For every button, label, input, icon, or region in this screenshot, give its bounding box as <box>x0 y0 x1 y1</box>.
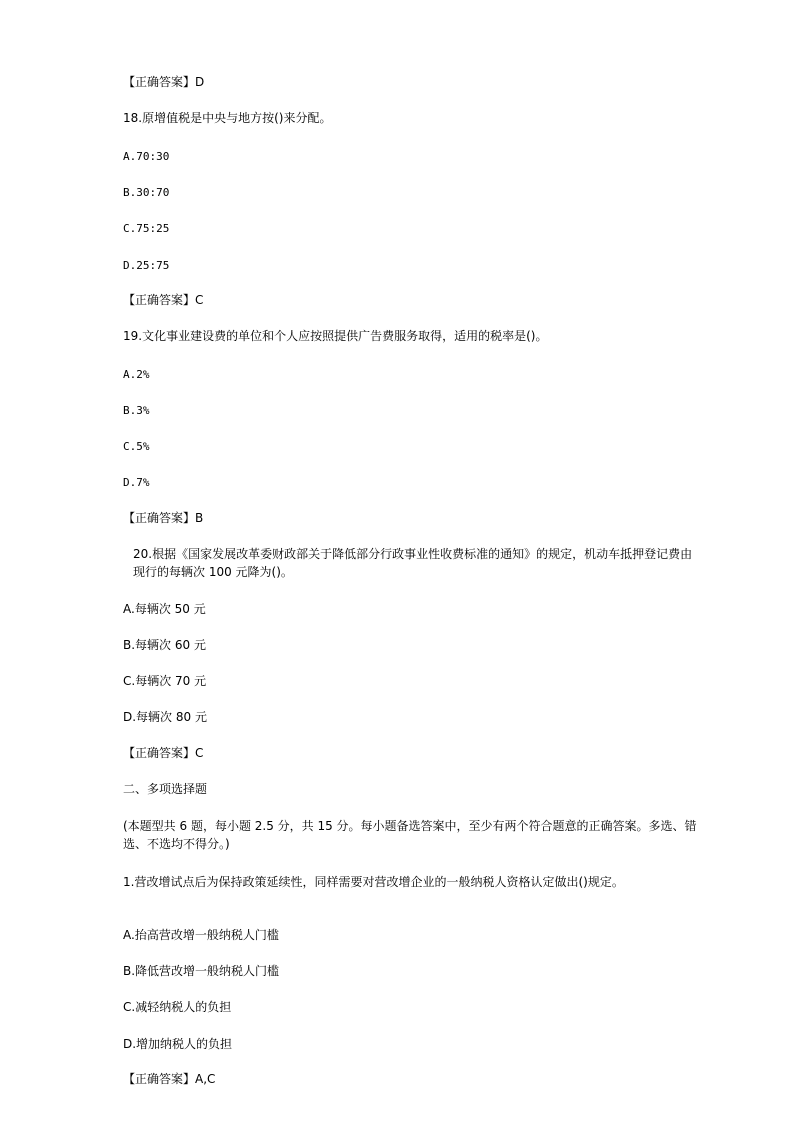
option-b: B.3% <box>123 404 150 417</box>
option-b: B.每辆次 60 元 <box>123 638 206 652</box>
option-c: C.每辆次 70 元 <box>123 674 207 688</box>
question-20: 20.根据《国家发展改革委财政部关于降低部分行政事业性收费标准的通知》的规定，机动车抵押登记费由现行的每辆次 100 元降为()。 <box>133 547 693 579</box>
option-a: A.每辆次 50 元 <box>123 602 206 616</box>
section-heading: 二、多项选择题 <box>123 782 208 796</box>
option-a: A.70:30 <box>123 150 170 163</box>
question-18: 18.原增值税是中央与地方按()来分配。 <box>123 111 332 125</box>
answer-line: 【正确答案】D <box>123 75 205 89</box>
answer-line: 【正确答案】B <box>123 511 204 525</box>
option-a: A.2% <box>123 368 150 381</box>
option-b: B.降低营改增一般纳税人门槛 <box>123 964 280 978</box>
option-d: D.增加纳税人的负担 <box>123 1037 233 1051</box>
option-d: D.每辆次 80 元 <box>123 710 207 724</box>
option-c: C.5% <box>123 440 150 453</box>
option-d: D.7% <box>123 476 150 489</box>
section-instructions: (本题型共 6 题，每小题 2.5 分，共 15 分。每小题备选答案中，至少有两个符合题意的正确答案。多选、错选、不选均不得分。) <box>123 819 697 851</box>
question-19: 19.文化事业建设费的单位和个人应按照提供广告费服务取得，适用的税率是()。 <box>123 329 548 343</box>
option-c: C.75:25 <box>123 222 170 235</box>
option-c: C.减轻纳税人的负担 <box>123 1000 232 1014</box>
answer-line: 【正确答案】A,C <box>123 1072 216 1086</box>
option-d: D.25:75 <box>123 259 170 272</box>
option-b: B.30:70 <box>123 186 170 199</box>
option-a: A.抬高营改增一般纳税人门槛 <box>123 928 279 942</box>
answer-line: 【正确答案】C <box>123 746 204 760</box>
answer-line: 【正确答案】C <box>123 293 204 307</box>
question-1: 1.营改增试点后为保持政策延续性，同样需要对营改增企业的一般纳税人资格认定做出()规定。 <box>123 875 624 889</box>
